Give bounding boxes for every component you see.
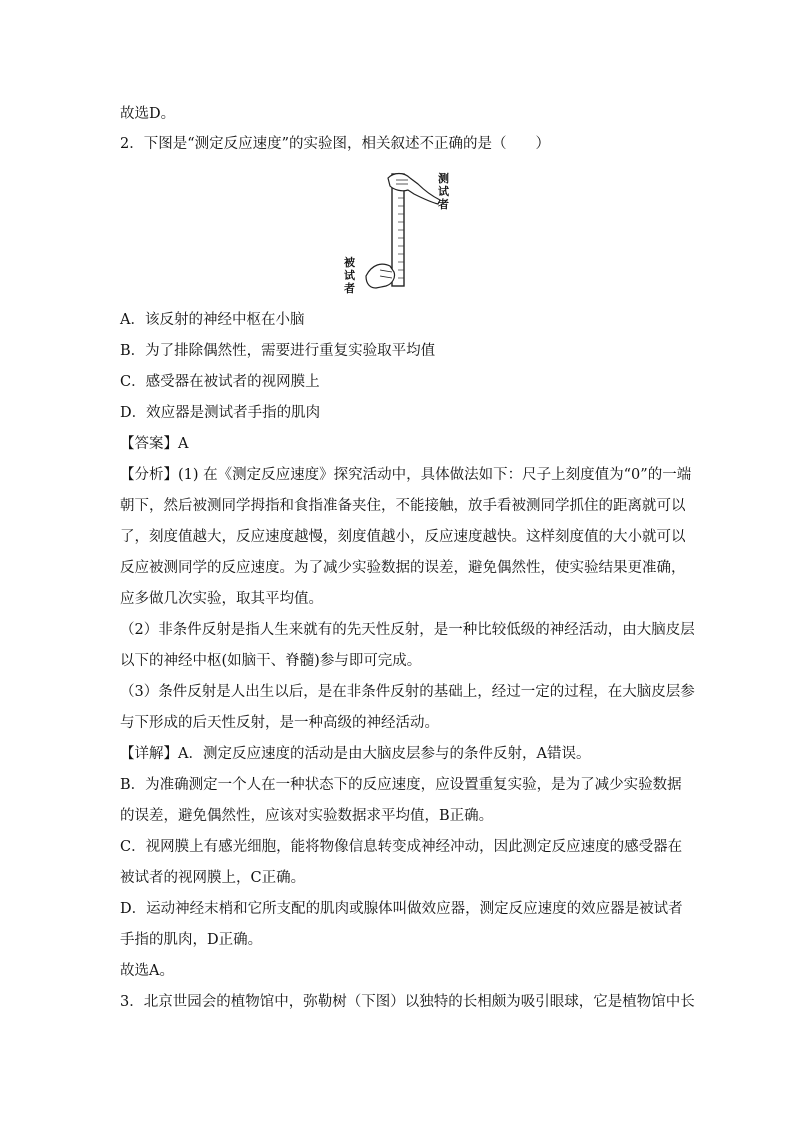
question-3-stem: 3．北京世园会的植物馆中，弥勒树（下图）以独特的长相颇为吸引眼球，它是植物馆中长 bbox=[120, 994, 695, 1010]
analysis-point-3-line-1: （3）条件反射是人出生以后，是在非条件反射的基础上，经过一定的过程，在大脑皮层参 bbox=[120, 684, 695, 700]
tester-label-char-2: 试 bbox=[438, 185, 449, 198]
detail-d-line-2: 手指的肌肉，D正确。 bbox=[120, 932, 263, 948]
subject-label-char-2: 试 bbox=[344, 269, 355, 282]
prev-conclusion: 故选D。 bbox=[120, 106, 176, 122]
subject-label-char-3: 者 bbox=[344, 282, 355, 295]
detail-d-line-1: D．运动神经末梢和它所支配的肌肉或腺体叫做效应器，测定反应速度的效应器是被试者 bbox=[120, 901, 683, 917]
analysis-point-2-line-1: （2）非条件反射是指人生来就有的先天性反射，是一种比较低级的神经活动，由大脑皮层 bbox=[120, 622, 695, 638]
analysis-line-3: 了，刻度值越大，反应速度越慢，刻度值越小，反应速度越快。这样刻度值的大小就可以 bbox=[120, 529, 686, 545]
reaction-test-figure bbox=[336, 168, 452, 298]
detail-b-line-2: 的误差，避免偶然性，应该对实验数据求平均值，B正确。 bbox=[120, 808, 494, 824]
detail-c-line-2: 被试者的视网膜上，C正确。 bbox=[120, 870, 306, 886]
detail-c-line-1: C．视网膜上有感光细胞，能将物像信息转变成神经冲动，因此测定反应速度的感受器在 bbox=[120, 839, 683, 855]
analysis-line-2: 朝下，然后被测同学拇指和食指准备夹住，不能接触，放手看被测同学抓住的距离就可以 bbox=[120, 498, 686, 514]
analysis-line-1: 【分析】(1) 在《测定反应速度》探究活动中，具体做法如下：尺子上刻度值为“0”的一端 bbox=[120, 467, 692, 483]
question-2-stem: 2．下图是“测定反应速度”的实验图，相关叙述不正确的是（ ） bbox=[120, 136, 551, 152]
answer-line: 【答案】A bbox=[120, 436, 189, 452]
detail-a: 【详解】A．测定反应速度的活动是由大脑皮层参与的条件反射，A错误。 bbox=[120, 746, 591, 762]
subject-label-char-1: 被 bbox=[344, 256, 355, 269]
analysis-point-2-line-2: 以下的神经中枢(如脑干、脊髓)参与即可完成。 bbox=[120, 653, 422, 669]
option-d: D．效应器是测试者手指的肌肉 bbox=[120, 405, 321, 421]
analysis-point-3-line-2: 与下形成的后天性反射，是一种高级的神经活动。 bbox=[120, 715, 439, 731]
option-a: A．该反射的神经中枢在小脑 bbox=[120, 312, 305, 328]
analysis-line-4: 反应被测同学的反应速度。为了减少实验数据的误差，避免偶然性，使实验结果更准确， bbox=[120, 560, 686, 576]
analysis-line-5: 应多做几次实验，取其平均值。 bbox=[120, 591, 323, 607]
tester-label-char-1: 测 bbox=[438, 172, 449, 185]
conclusion: 故选A。 bbox=[120, 963, 174, 979]
option-b: B．为了排除偶然性，需要进行重复实验取平均值 bbox=[120, 343, 436, 359]
detail-b-line-1: B．为准确测定一个人在一种状态下的反应速度，应设置重复实验，是为了减少实验数据 bbox=[120, 777, 682, 793]
option-c: C．感受器在被试者的视网膜上 bbox=[120, 374, 320, 390]
tester-label-char-3: 者 bbox=[438, 198, 449, 211]
